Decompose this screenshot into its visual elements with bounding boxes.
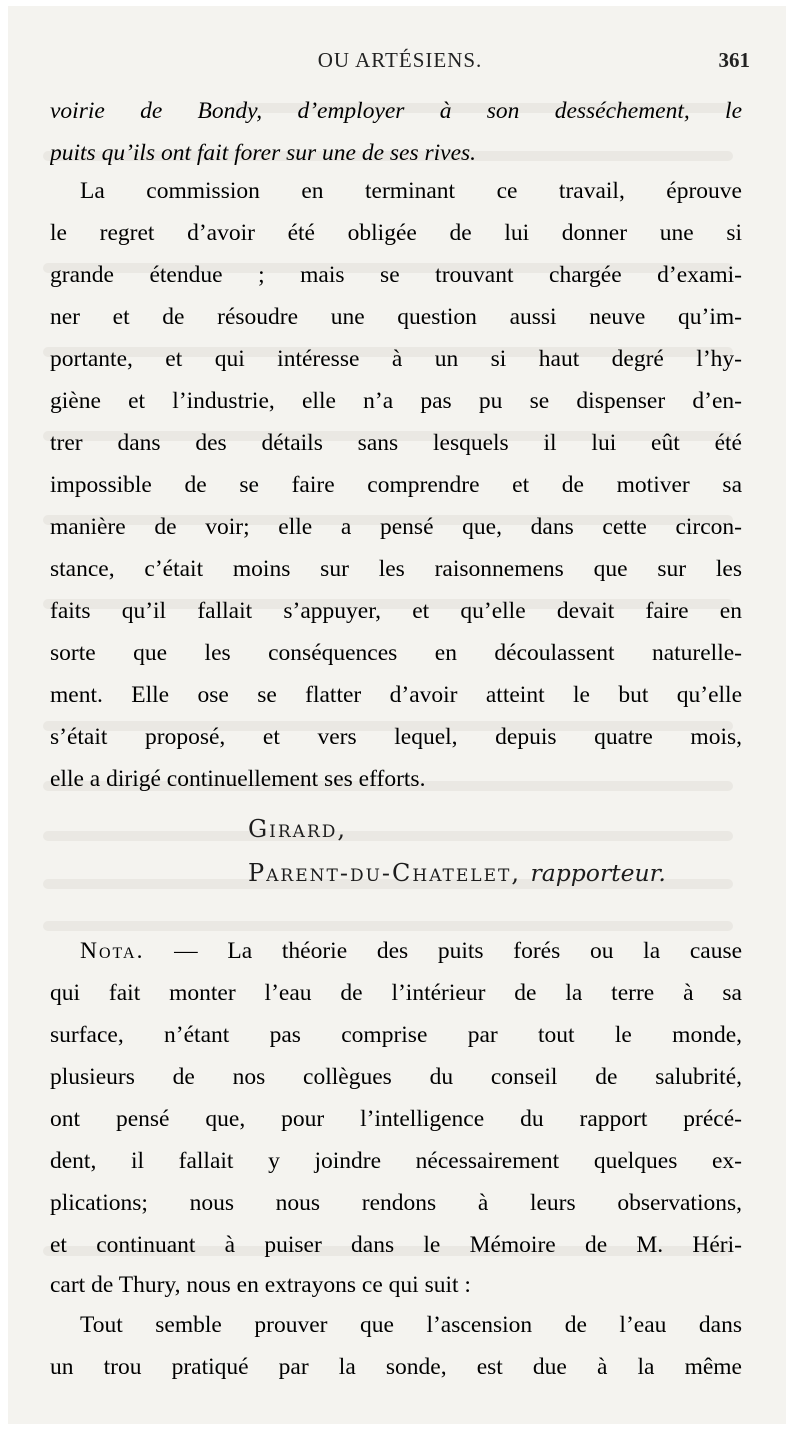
- text-line: cart de Thury, nous en extrayons ce qui suit :: [50, 1272, 471, 1298]
- text-line: le regret d’avoir été obligée de lui donner une si: [50, 220, 742, 246]
- nota-label: Nota.: [80, 938, 145, 964]
- text-line: manière de voir; elle a pensé que, dans cette circon-: [50, 514, 742, 540]
- text-line: elle a dirigé continuellement ses efforts.: [50, 766, 426, 792]
- text-line: ont pensé que, pour l’intelligence du rapport précé-: [50, 1106, 742, 1132]
- text-line: plications; nous nous rendons à leurs observations,: [50, 1190, 742, 1216]
- text-line: faits qu’il fallait s’appuyer, et qu’elle devait faire en: [50, 598, 742, 624]
- signature-parent-du-chatelet: [248, 853, 666, 893]
- text-line: plusieurs de nos collègues du conseil de salubrité,: [50, 1064, 742, 1090]
- text-line: grande étendue ; mais se trouvant chargée d’exami-: [50, 262, 742, 288]
- text-line: s’était proposé, et vers lequel, depuis quatre mois,: [50, 724, 742, 750]
- text-line: dent, il fallait y joindre nécessairement quelques ex-: [50, 1148, 742, 1174]
- text-line: trer dans des détails sans lesquels il lui eût été: [50, 430, 742, 456]
- signature-girard: [248, 809, 347, 849]
- signature-name: Parent-du-Chatelet,: [248, 859, 521, 887]
- text-line: ment. Elle ose se flatter d’avoir atteint le but qu’elle: [50, 682, 742, 708]
- text-line: et continuant à puiser dans le Mémoire de M. Héri-: [50, 1232, 742, 1258]
- text-line: voirie de Bondy, d’employer à son desséchement, le: [50, 98, 742, 124]
- text-line: giène et l’industrie, elle n’a pas pu se dispenser d’en-: [50, 388, 742, 414]
- signature-name: Girard,: [248, 815, 348, 843]
- running-header: [50, 48, 750, 80]
- text-line: surface, n’étant pas comprise par tout le monde,: [50, 1022, 742, 1048]
- nota-dash: —: [174, 938, 198, 964]
- nota-first-line: [80, 931, 742, 971]
- text-line: La théorie des puits forés ou la cause: [227, 938, 742, 964]
- text-line: ner et de résoudre une question aussi neuve qu’im-: [50, 304, 742, 330]
- text-line: impossible de se faire comprendre et de motiver sa: [50, 472, 742, 498]
- text-line: sorte que les conséquences en découlassent naturelle-: [50, 640, 742, 666]
- text-line: La commission en terminant ce travail, éprouve: [80, 178, 742, 204]
- running-title: OU ARTÉSIENS.: [317, 48, 483, 72]
- text-line: portante, et qui intéresse à un si haut degré l’hy-: [50, 346, 742, 372]
- text-line: un trou pratiqué par la sonde, est due à la même: [50, 1354, 742, 1380]
- page-number: 361: [718, 48, 750, 72]
- signature-role: rapporteur.: [530, 859, 666, 887]
- text-line: Tout semble prouver que l’ascension de l’eau dans: [80, 1312, 742, 1338]
- text-line: qui fait monter l’eau de l’intérieur de la terre à sa: [50, 980, 742, 1006]
- text-line: puits qu’ils ont fait forer sur une de ses rives.: [50, 140, 477, 166]
- text-line: stance, c’était moins sur les raisonnemens que sur les: [50, 556, 742, 582]
